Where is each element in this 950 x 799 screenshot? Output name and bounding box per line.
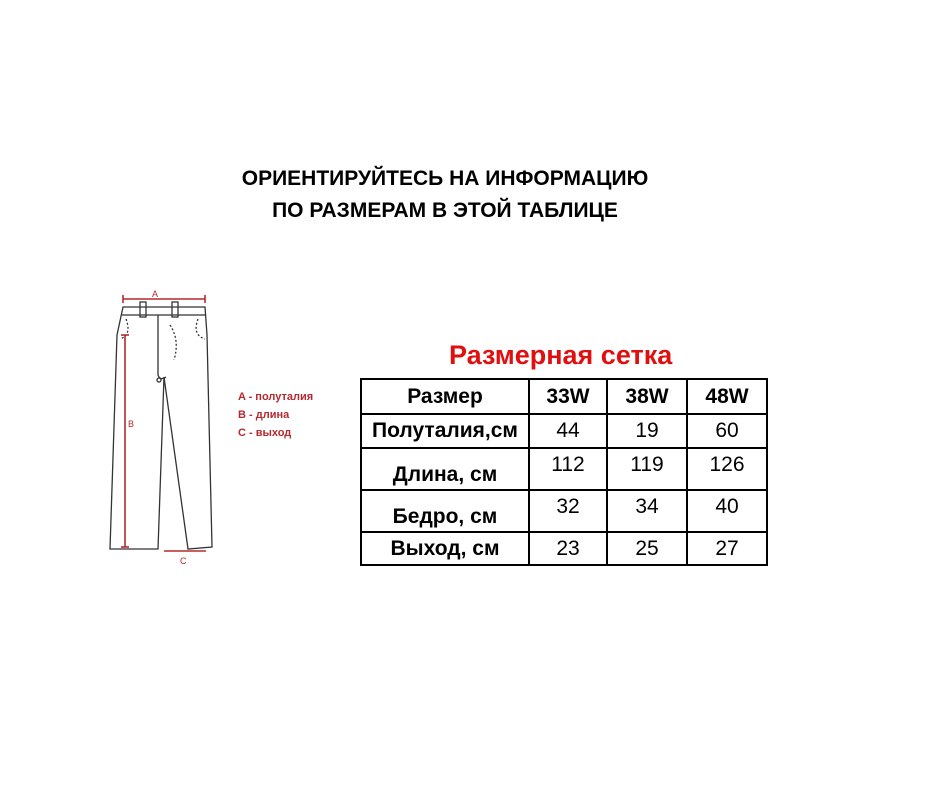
row-label: Бедро, см <box>361 490 529 532</box>
header-38w: 38W <box>607 379 687 414</box>
table-header-row <box>361 379 767 414</box>
table-cell: 25 <box>607 532 687 565</box>
label-a: A <box>152 289 159 299</box>
table-row <box>361 414 767 448</box>
table-row <box>361 448 767 490</box>
table-row <box>361 490 767 532</box>
legend-c: C - выход <box>238 427 292 439</box>
table-cell: 44 <box>529 414 607 448</box>
table-cell: 23 <box>529 532 607 565</box>
table-cell: 19 <box>607 414 687 448</box>
heading-line-2: ПО РАЗМЕРАМ В ЭТОЙ ТАБЛИЦЕ <box>272 199 618 222</box>
table-cell: 126 <box>687 448 767 490</box>
table-cell: 27 <box>687 532 767 565</box>
header-size: Размер <box>361 379 529 414</box>
legend-a: A - полуталия <box>238 391 314 403</box>
table-cell: 34 <box>607 490 687 532</box>
table-cell: 60 <box>687 414 767 448</box>
row-label: Выход, см <box>361 532 529 565</box>
size-table <box>360 378 768 566</box>
header-48w: 48W <box>687 379 767 414</box>
table-cell: 112 <box>529 448 607 490</box>
header-33w: 33W <box>529 379 607 414</box>
table-cell: 40 <box>687 490 767 532</box>
page-heading <box>0 163 890 227</box>
table-cell: 32 <box>529 490 607 532</box>
table-cell: 119 <box>607 448 687 490</box>
legend-b: B - длина <box>238 409 290 421</box>
row-label: Длина, см <box>361 448 529 490</box>
table-row <box>361 532 767 565</box>
label-b: B <box>128 419 135 429</box>
heading-line-1: ОРИЕНТИРУЙТЕСЬ НА ИНФОРМАЦИЮ <box>241 167 649 190</box>
label-c: C <box>180 556 187 566</box>
measurement-legend <box>238 388 313 442</box>
row-label: Полуталия,см <box>361 414 529 448</box>
size-chart-title: Размерная сетка <box>449 340 673 370</box>
